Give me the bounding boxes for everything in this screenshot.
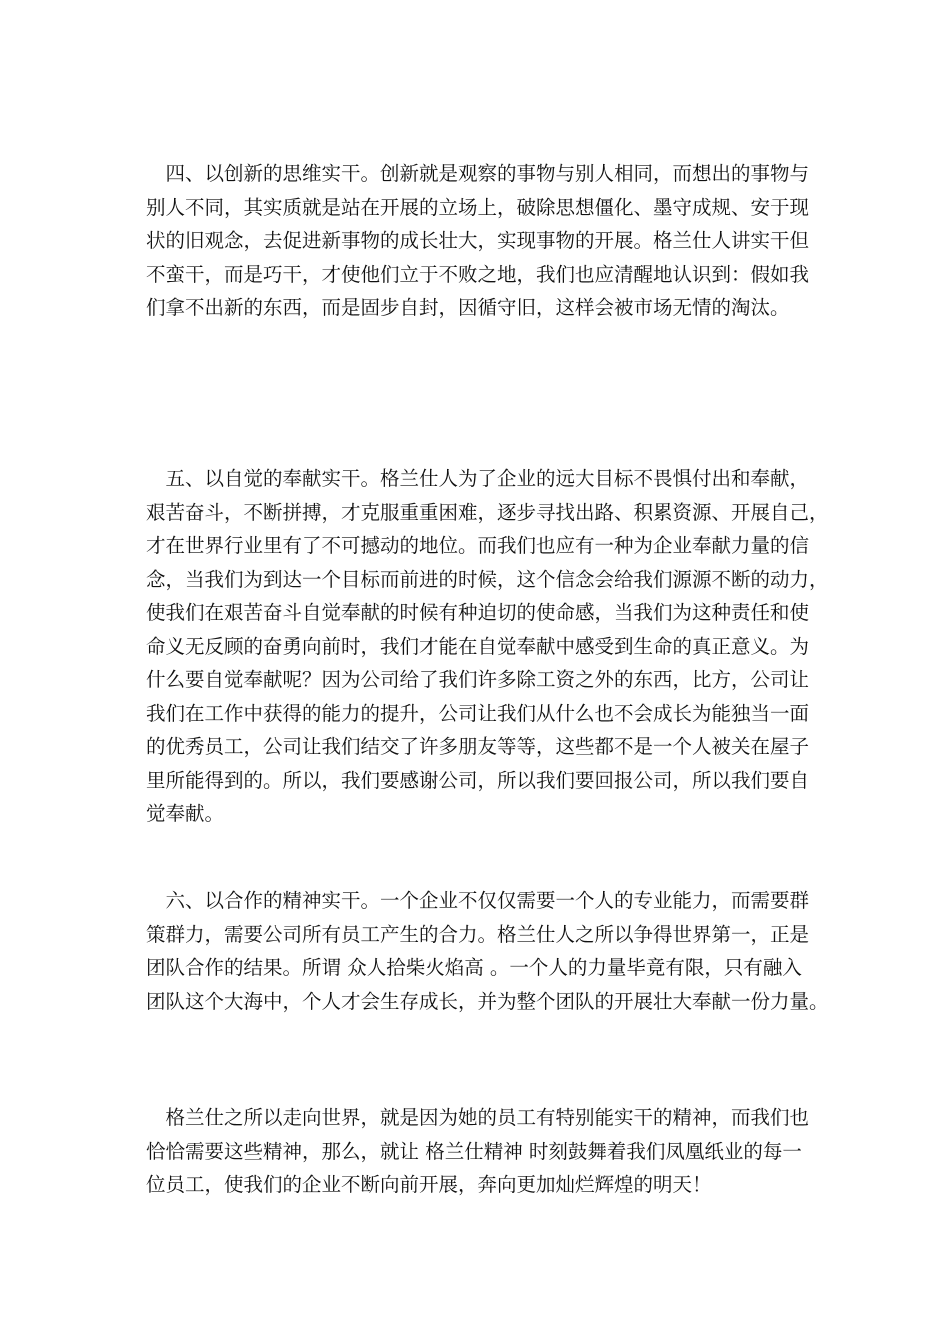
paragraph-line: 使我们在艰苦奋斗自觉奉献的时候有种迫切的使命感，当我们为这种责任和使: [146, 601, 810, 624]
paragraph-line: 里所能得到的。所以，我们要感谢公司，所以我们要回报公司，所以我们要自: [146, 768, 810, 792]
paragraph-line: 艰苦奋斗，不断拼搏，才克服重重困难，逐步寻找出路、积累资源、开展自己，: [146, 500, 829, 524]
paragraph-line: 格兰仕之所以走向世界，就是因为她的员工有特别能实干的精神，而我们也: [146, 1106, 810, 1129]
paragraph-line: 四、以创新的思维实干。创新就是观察的事物与别人相同，而想出的事物与: [146, 162, 810, 185]
paragraph-line: 恰恰需要这些精神，那么，就让 格兰仕精神 时刻鼓舞着我们凤凰纸业的每一: [146, 1139, 802, 1163]
paragraph-line: 命义无反顾的奋勇向前时，我们才能在自觉奉献中感受到生命的真正意义。为: [146, 634, 810, 658]
paragraph-line: 们拿不出新的东西，而是固步自封，因循守旧，这样会被市场无情的淘汰。: [146, 296, 790, 319]
paragraph-line: 别人不同，其实质就是站在开展的立场上，破除思想僵化、墨守成规、安于现: [146, 195, 810, 219]
paragraph-dedication: [146, 462, 829, 831]
paragraph-line: 念，当我们为到达一个目标而前进的时候，这个信念会给我们源源不断的动力，: [146, 567, 829, 591]
paragraph-line: 策群力，需要公司所有员工产生的合力。格兰仕人之所以争得世界第一，正是: [146, 922, 810, 946]
paragraph-line: 状的旧观念，去促进新事物的成长壮大，实现事物的开展。格兰仕人讲实干但: [146, 229, 810, 252]
paragraph-line: 位员工，使我们的企业不断向前开展，奔向更加灿烂辉煌的明天！: [146, 1173, 712, 1196]
paragraph-line: 我们在工作中获得的能力的提升，公司让我们从什么也不会成长为能独当一面: [146, 701, 810, 725]
paragraph-cooperation: [146, 884, 829, 1018]
paragraph-line: 五、以自觉的奉献实干。格兰仕人为了企业的远大目标不畏惧付出和奉献，: [146, 467, 810, 490]
paragraph-conclusion: [146, 1101, 810, 1202]
paragraph-line: 六、以合作的精神实干。一个企业不仅仅需要一个人的专业能力，而需要群: [146, 889, 810, 912]
paragraph-line: 团队这个大海中，个人才会生存成长，并为整个团队的开展壮大奉献一份力量。: [146, 989, 829, 1013]
paragraph-innovation: [146, 157, 810, 325]
paragraph-line: 才在世界行业里有了不可撼动的地位。而我们也应有一种为企业奉献力量的信: [146, 534, 810, 557]
paragraph-line: 觉奉献。: [146, 802, 225, 825]
paragraph-line: 不蛮干，而是巧干，才使他们立于不败之地，我们也应清醒地认识到：假如我: [146, 262, 810, 286]
paragraph-line: 的优秀员工，公司让我们结交了许多朋友等等，这些都不是一个人被关在屋子: [146, 735, 810, 758]
paragraph-line: 团队合作的结果。所谓 众人拾柴火焰高 。一个人的力量毕竟有限，只有融入: [146, 956, 802, 979]
paragraph-line: 什么要自觉奉献呢？因为公司给了我们许多除工资之外的东西，比方，公司让: [146, 668, 810, 691]
